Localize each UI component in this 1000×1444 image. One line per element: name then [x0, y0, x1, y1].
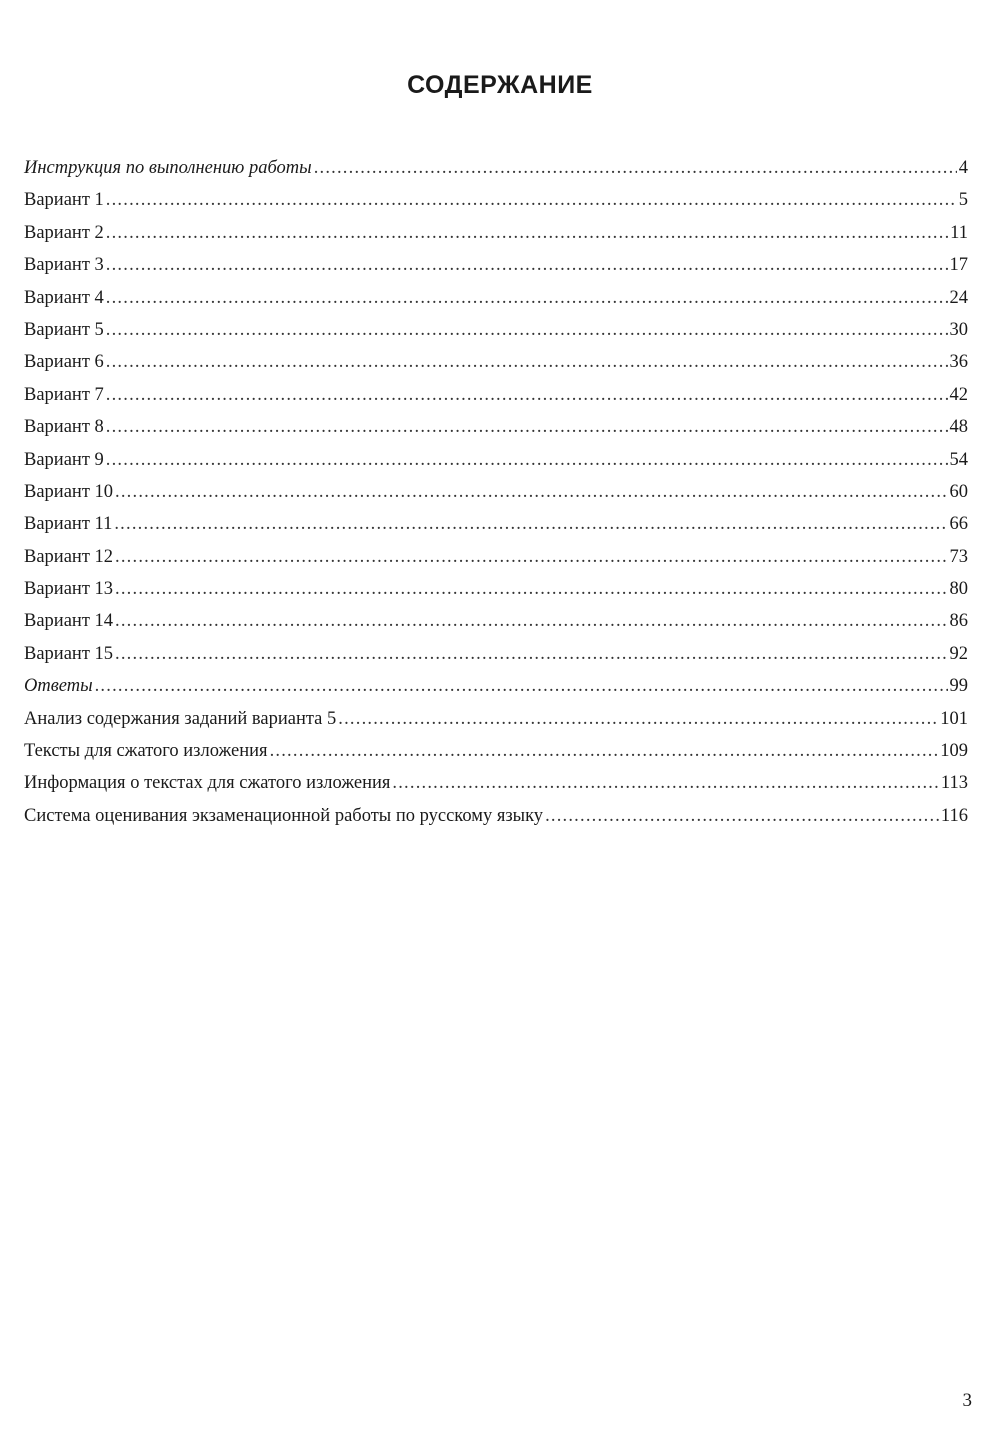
toc-leader-dots	[106, 249, 948, 281]
toc-entry-page: 17	[949, 255, 968, 276]
toc-entry-label: Вариант 5	[24, 319, 104, 340]
toc-entry-label: Вариант 15	[24, 643, 114, 664]
toc-entry-page: 36	[949, 352, 968, 373]
toc-entry-page: 73	[949, 546, 968, 567]
toc-entry	[24, 670, 968, 702]
toc-entry-page: 42	[949, 384, 968, 405]
toc-entry	[24, 508, 968, 540]
toc-entry	[24, 314, 968, 346]
toc-entry-page: 48	[949, 417, 968, 438]
toc-entry-page: 113	[940, 773, 968, 794]
toc-entry	[24, 638, 968, 670]
toc-entry-page: 60	[949, 481, 968, 502]
toc-leader-dots	[95, 670, 948, 702]
toc-entry	[24, 605, 968, 637]
toc-entry-label: Вариант 12	[24, 546, 114, 567]
page-number: 3	[962, 1390, 972, 1411]
page-title: СОДЕРЖАНИЕ	[407, 70, 593, 99]
toc-leader-dots	[545, 800, 939, 832]
table-of-contents	[24, 152, 968, 832]
toc-entry-page: 92	[949, 643, 968, 664]
toc-entry	[24, 703, 968, 735]
toc-entry-page: 86	[949, 611, 968, 632]
toc-entry	[24, 767, 968, 799]
toc-entry-label: Вариант 1	[24, 190, 104, 211]
toc-entry-page: 66	[949, 514, 968, 535]
toc-entry	[24, 184, 968, 216]
toc-entry-page: 4	[958, 158, 968, 178]
toc-entry	[24, 541, 968, 573]
toc-entry-label: Тексты для сжатого изложения	[24, 741, 268, 762]
toc-entry	[24, 152, 968, 184]
toc-leader-dots	[106, 444, 948, 476]
toc-entry-page: 54	[949, 449, 968, 470]
toc-entry-page: 80	[949, 579, 968, 600]
toc-leader-dots	[106, 411, 948, 443]
toc-leader-dots	[270, 735, 939, 767]
toc-entry-label: Информация о текстах для сжатого изложения	[24, 773, 391, 794]
toc-leader-dots	[314, 152, 957, 184]
toc-entry-label: Вариант 14	[24, 611, 114, 632]
toc-leader-dots	[115, 638, 947, 670]
toc-leader-dots	[115, 605, 947, 637]
toc-entry-label: Вариант 9	[24, 449, 104, 470]
toc-leader-dots	[106, 346, 948, 378]
toc-entry	[24, 346, 968, 378]
toc-entry	[24, 476, 968, 508]
toc-entry-label: Вариант 8	[24, 417, 104, 438]
toc-entry-label: Вариант 11	[24, 514, 113, 535]
toc-leader-dots	[106, 314, 948, 346]
toc-entry	[24, 735, 968, 767]
toc-entry-label: Система оценивания экзаменационной работы по русскому языку	[24, 805, 544, 826]
toc-leader-dots	[114, 508, 947, 540]
toc-entry-label: Вариант 3	[24, 255, 104, 276]
toc-entry	[24, 379, 968, 411]
toc-entry-page: 101	[940, 708, 968, 729]
toc-leader-dots	[106, 379, 948, 411]
toc-entry-page: 24	[949, 287, 968, 308]
toc-entry	[24, 282, 968, 314]
toc-entry	[24, 217, 968, 249]
toc-entry-page: 99	[949, 676, 968, 697]
toc-leader-dots	[115, 573, 947, 605]
toc-entry	[24, 800, 968, 832]
toc-entry	[24, 249, 968, 281]
toc-leader-dots	[115, 541, 947, 573]
toc-entry-label: Вариант 7	[24, 384, 104, 405]
toc-entry	[24, 411, 968, 443]
toc-leader-dots	[106, 282, 948, 314]
toc-entry-label: Вариант 2	[24, 222, 104, 243]
toc-leader-dots	[392, 767, 939, 799]
toc-entry-label: Инструкция по выполнению работы	[24, 158, 312, 178]
toc-entry-label: Вариант 6	[24, 352, 104, 373]
toc-entry-label: Вариант 13	[24, 579, 114, 600]
toc-entry-label: Ответы	[24, 676, 93, 697]
toc-entry-label: Вариант 10	[24, 481, 114, 502]
toc-entry-page: 30	[949, 319, 968, 340]
toc-entry-page: 116	[940, 805, 968, 826]
toc-leader-dots	[115, 476, 947, 508]
toc-entry-label: Анализ содержания заданий варианта 5	[24, 708, 337, 729]
toc-entry	[24, 573, 968, 605]
toc-leader-dots	[106, 184, 957, 216]
toc-entry	[24, 444, 968, 476]
toc-entry-label: Вариант 4	[24, 287, 104, 308]
toc-entry-page: 11	[950, 222, 968, 243]
toc-entry-page: 109	[940, 741, 968, 762]
toc-entry-page: 5	[958, 190, 968, 211]
toc-leader-dots	[338, 703, 938, 735]
toc-leader-dots	[106, 217, 948, 249]
